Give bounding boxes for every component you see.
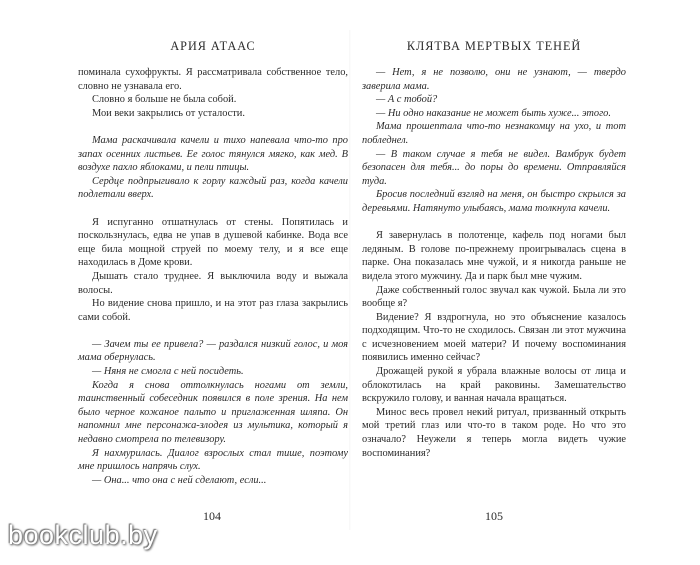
right-page <box>362 40 626 460</box>
paragraph-gap <box>78 120 348 134</box>
left-page <box>78 40 348 487</box>
paragraph: Словно я больше не была собой. <box>92 94 237 106</box>
right-running-head: КЛЯТВА МЕРТВЫХ ТЕНЕЙ <box>406 39 582 53</box>
italic-paragraph: — В таком случае я тебя не видел. Вамбрук будет безопасен для тебя... до поры до времени. Отправляйся туда. <box>362 148 626 187</box>
paragraph: Дрожащей рукой я убрала влажные волосы от лица и облокотилась на край раковины. Замешательство вскружило голову, и ванная начала вращаться. <box>362 366 626 405</box>
italic-paragraph: Мама прошептала что-то незнакомцу на ухо, и тот побледнел. <box>362 121 626 146</box>
paragraph: Минос весь провел некий ритуал, призванный открыть мой третий глаз или что-то в таком роде. Но что это означало? Неужели я теперь могла видеть чужие воспоминания? <box>362 406 626 459</box>
paragraph: Дышать стало труднее. Я выключила воду и выжала волосы. <box>78 270 348 296</box>
italic-paragraph: Я нахмурилась. Диалог взрослых стал тише, поэтому мне пришлось напрячь слух. <box>78 447 348 473</box>
italic-paragraph: Сердце подпрыгивало к горлу каждый раз, когда качели подлетали вверх. <box>78 175 348 201</box>
italic-paragraph: — Няня не смогла с ней посидеть. <box>92 366 244 378</box>
paragraph-gap <box>78 324 348 338</box>
italic-paragraph: — Зачем ты ее привела? — раздался низкий голос, и моя мама обернулась. <box>78 338 348 364</box>
left-page-body <box>78 66 348 487</box>
italic-paragraph: — Нет, я не позволю, они не узнают, — твердо заверила мама. <box>362 67 626 92</box>
italic-paragraph: Мама раскачивала качели и тихо напевала что-то про запах осенних листьев. Ее голос тянулся мягко, как мед. В воздухе пахло яблоками, и пели птицы. <box>78 134 348 174</box>
paragraph: Даже собственный голос звучал как чужой. Была ли это вообще я? <box>362 284 626 310</box>
paragraph: Мои веки закрылись от усталости. <box>92 107 245 119</box>
paragraph: Я завернулась в полотенце, кафель под ногами был ледяным. В голове по-прежнему проигрывалась сцена в парке. Она показалась мне чужой, и я никогда раньше не видела этого мужчину. Да и парк был мне чужим. <box>362 230 626 282</box>
paragraph-gap <box>78 202 348 216</box>
italic-paragraph: — А с тобой? <box>376 94 438 106</box>
left-page-number: 104 <box>203 509 221 523</box>
paragraph: Я испуганно отшатнулась от стены. Попятилась и поскользнулась, едва не упав в душевой кабинке. Вода все еще била мощной струей по моему телу, и я все еще находилась в Доме крови. <box>78 216 348 269</box>
left-running-head: АРИЯ АТААС <box>170 39 256 53</box>
paragraph-gap <box>362 216 626 230</box>
right-page-number: 105 <box>485 509 503 523</box>
paragraph: Но видение снова пришло, и на этот раз глаза закрылись сами собой. <box>78 298 348 323</box>
italic-paragraph: — Она... что она с ней сделают, если... <box>92 474 267 486</box>
watermark-logo: bookclub.by <box>8 520 158 550</box>
right-page-body <box>362 66 626 460</box>
italic-paragraph: Когда я снова оттолкнулась ногами от земли, таинственный собеседник появился в поле зрения. На нем было черное кожаное пальто и приглаженная шляпа. Он напомнил мне персонажа-злодея из мультика, который я недавно смотрела по телевизору. <box>78 379 348 446</box>
paragraph: поминала сухофрукты. Я рассматривала собственное тело, словно не узнавала его. <box>78 67 348 92</box>
italic-paragraph: Бросив последний взгляд на меня, он быстро скрылся за деревьями. Натянуто улыбаясь, мама толкнула качели. <box>362 189 626 214</box>
paragraph: Видение? Я вздрогнула, но это объяснение казалось подходящим. Что-то не сходилось. Связан ли этот мужчина с исчезновением моей матери? И почему воспоминания появились именно сейчас? <box>362 311 626 364</box>
italic-paragraph: — Ни одно наказание не может быть хуже... этого. <box>376 107 611 119</box>
book-spine <box>349 30 351 530</box>
